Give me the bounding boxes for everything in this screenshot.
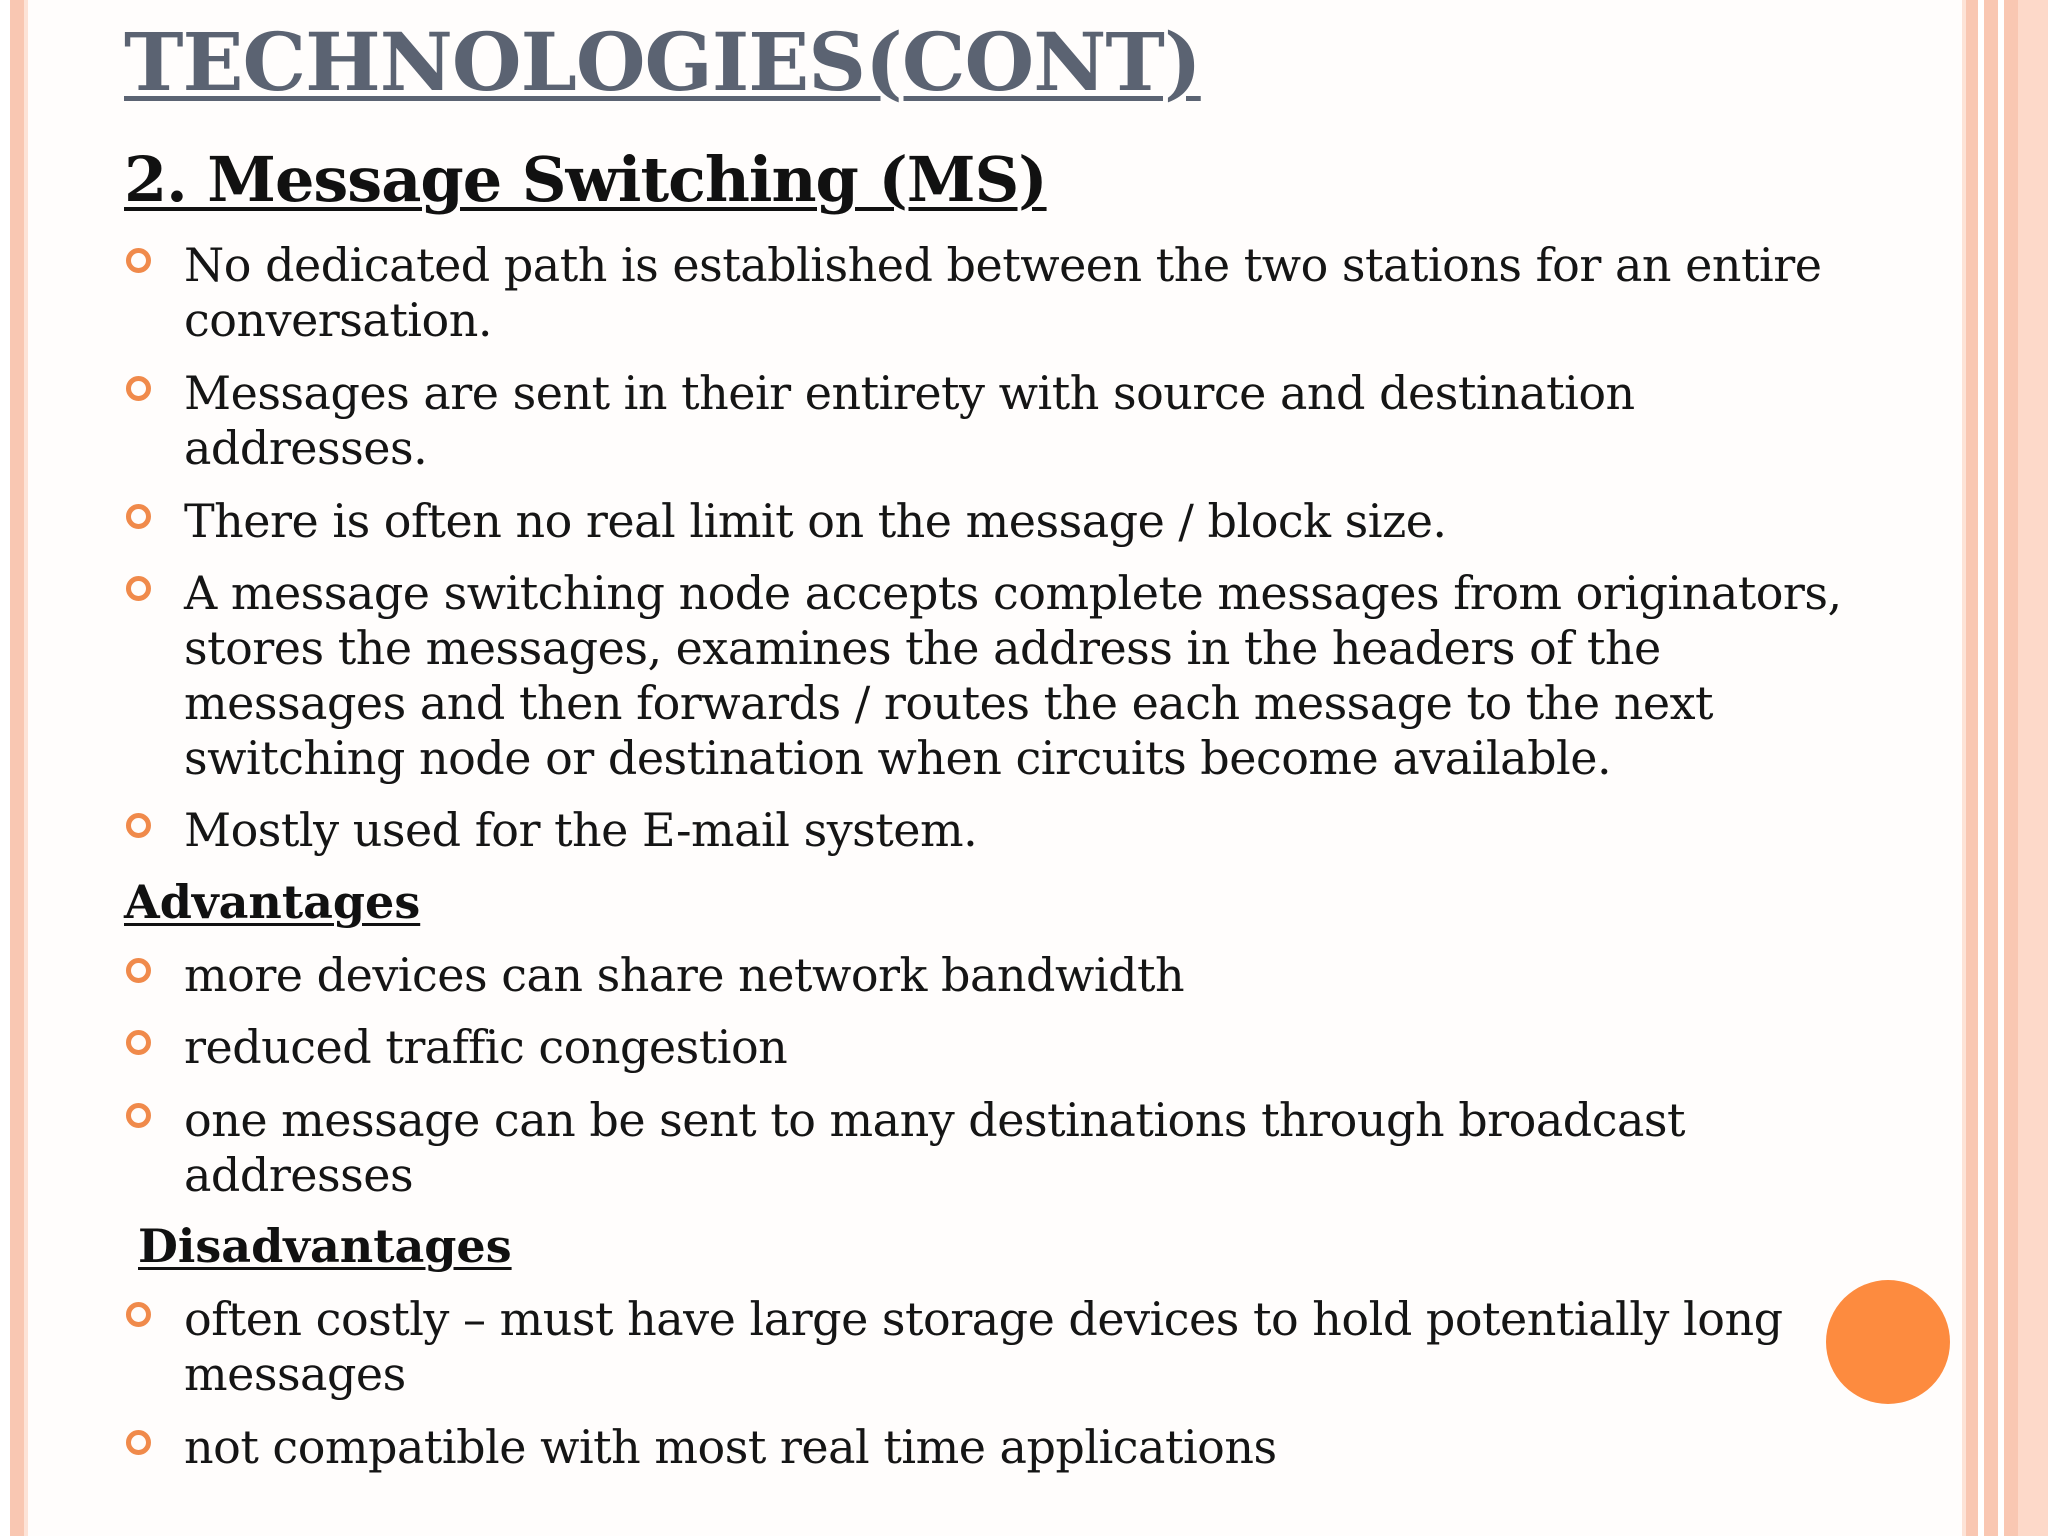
bullet-circle-icon <box>126 1030 151 1055</box>
bullet-text: Messages are sent in their entirety with source and destination addresses. <box>184 366 1635 475</box>
list-item <box>126 494 1866 549</box>
bullet-circle-icon <box>126 1302 151 1327</box>
bullet-circle-icon <box>126 576 151 601</box>
bullet-text: not compatible with most real time applications <box>184 1420 1277 1474</box>
list-item <box>126 1420 1866 1475</box>
list-item <box>126 366 1866 476</box>
list-item <box>126 566 1866 786</box>
advantages-heading: Advantages <box>124 875 421 929</box>
right-border-stripe <box>1984 0 1998 1536</box>
list-item <box>126 1020 1866 1075</box>
bullet-text: Mostly used for the E-mail system. <box>184 803 978 857</box>
left-border-stripe <box>24 0 28 1536</box>
bullet-text: more devices can share network bandwidth <box>184 948 1185 1002</box>
slide-subtitle: 2. Message Switching (MS) <box>124 143 1047 216</box>
right-border-stripe <box>1966 0 1978 1536</box>
list-item <box>126 1292 1866 1402</box>
right-border-stripe <box>2004 0 2018 1536</box>
bullet-circle-icon <box>126 813 151 838</box>
bullet-text: often costly – must have large storage devices to hold potentially long messages <box>184 1292 1783 1401</box>
list-item <box>126 238 1866 348</box>
bullet-circle-icon <box>126 376 151 401</box>
bullet-circle-icon <box>126 248 151 273</box>
slide-title: TECHNOLOGIES(CONT) <box>124 15 1201 109</box>
bullet-text: There is often no real limit on the message / block size. <box>184 494 1447 548</box>
right-border-stripe <box>2018 0 2048 1536</box>
disadvantages-heading: Disadvantages <box>138 1219 512 1273</box>
bullet-text: one message can be sent to many destinations through broadcast addresses <box>184 1093 1685 1202</box>
bullet-circle-icon <box>126 504 151 529</box>
bullet-text: No dedicated path is established between the two stations for an entire conversation. <box>184 238 1822 347</box>
left-border-stripe <box>0 0 10 1536</box>
bullet-circle-icon <box>126 1430 151 1455</box>
list-item <box>126 803 1866 858</box>
bullet-circle-icon <box>126 958 151 983</box>
decorative-dot <box>1826 1280 1950 1404</box>
left-border-stripe <box>10 0 24 1536</box>
list-item <box>126 1093 1866 1203</box>
bullet-circle-icon <box>126 1103 151 1128</box>
list-item <box>126 948 1866 1003</box>
bullet-text: reduced traffic congestion <box>184 1020 788 1074</box>
bullet-text: A message switching node accepts complete messages from originators, stores the messages, examines the address in the headers of the messages and then forwards / routes the each message to the next switching node or destination when circuits become available. <box>184 566 1842 785</box>
